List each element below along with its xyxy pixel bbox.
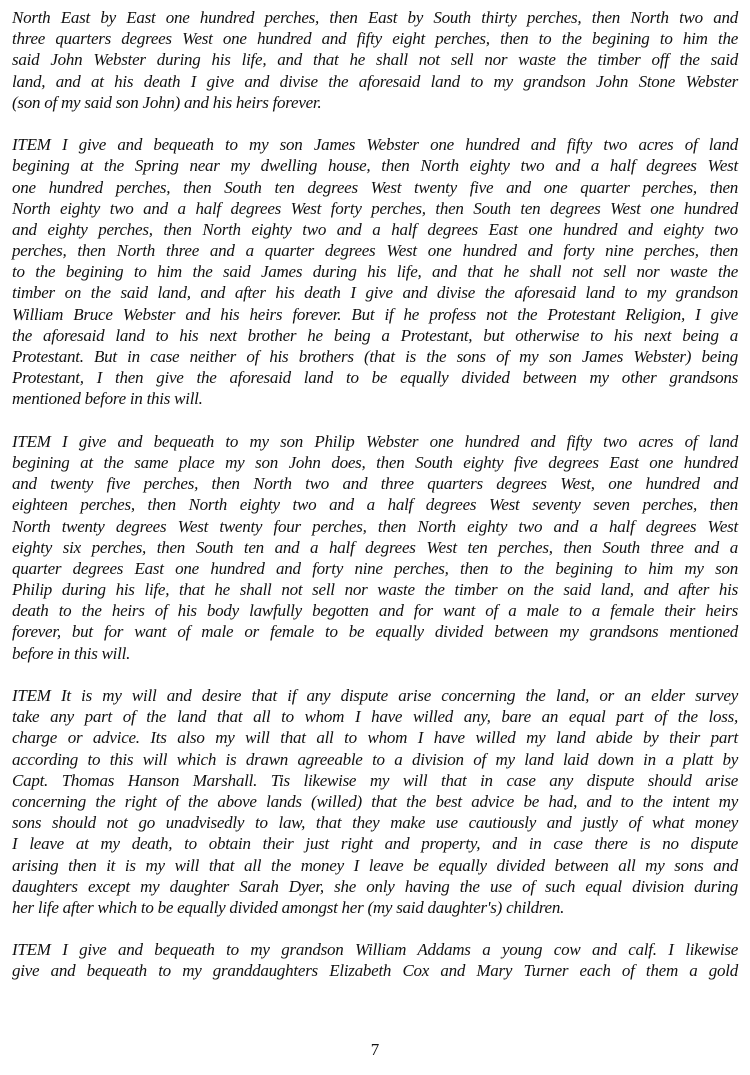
document-body [12,7,738,1003]
text-line: I leave at my death, to obtain their just right and property, and in case there is no dispute [12,834,738,854]
text-line: William Bruce Webster and his heirs forever. But if he profess not the Protestant Religion, I give [12,304,738,324]
text-line: and eighty perches, then North eighty two and a half degrees East one hundred and eighty two [12,219,738,239]
text-line: ITEM It is my will and desire that if any dispute arise concerning the land, or an elder survey [12,686,738,705]
text-line: Philip during his life, that he shall not sell nor waste the timber on the said land, and after his [12,580,738,600]
text-line: North twenty degrees West twenty four perches, then North eighty two and a half degrees West [12,516,738,536]
text-line: ITEM I give and bequeath to my grandson William Addams a young cow and calf. I likewise [12,940,738,960]
text-line: the aforesaid land to his next brother he being a Protestant, but otherwise to his next being a [12,325,738,345]
paragraph [12,134,738,409]
text-line: eighteen perches, then North eighty two and a half degrees West seventy seven perches, then [12,495,738,515]
text-line: ITEM I give and bequeath to my son James Webster one hundred and fifty two acres of land [12,135,738,155]
paragraph [12,939,738,981]
text-line: arising then it is my will that all the money I leave be equally divided between all my sons and [12,855,738,875]
text-line: her life after which to be equally divided amongst her (my said daughter's) children. [12,897,565,917]
text-line: take any part of the land that all to whom I have willed any, bare an equal part of the loss, [12,707,738,727]
text-line: timber on the said land, and after his death I give and divise the aforesaid land to my grandson [12,283,738,303]
text-line: death to the heirs of his body lawfully begotten and for want of a male to a female their heirs [12,601,738,621]
text-line: begining at the same place my son John does, then South eighty five degrees East one hundred [12,452,738,472]
text-line: eighty six perches, then South ten and a half degrees West ten perches, then South three and a [12,537,738,557]
text-line: give and bequeath to my granddaughters Elizabeth Cox and Mary Turner each of them a gold [12,961,738,981]
text-line: before in this will. [12,643,131,663]
text-line: Protestant. But in case neither of his brothers (that is the sons of my son James Webster) being [12,347,738,366]
text-line: one hundred perches, then South ten degrees West twenty five and one quarter perches, then [12,177,738,197]
text-line: perches, then North three and a quarter degrees West one hundred and forty nine perches, then [12,241,738,261]
text-line: concerning the right of the above lands (willed) that the best advice be had, and to the intent my [12,791,738,811]
text-line: said John Webster during his life, and that he shall not sell nor waste the timber off the said [12,50,738,70]
text-line: North eighty two and a half degrees West forty perches, then South ten degrees West one hundred [12,198,738,218]
text-line: begining at the Spring near my dwelling house, then North eighty two and a half degrees West [12,156,738,176]
text-line: three quarters degrees West one hundred and fifty eight perches, then to the begining to him the [12,29,738,49]
paragraph [12,685,738,918]
page-number: 7 [370,1040,380,1059]
text-line: land, and at his death I give and divise the aforesaid land to my grandson John Stone Webster [12,71,738,91]
text-line: quarter degrees East one hundred and forty nine perches, then to the begining to him my son [12,558,738,578]
text-line: charge or advice. Its also my will that all to whom I have willed my land abide by their part [12,728,738,748]
text-line: Capt. Thomas Hanson Marshall. Tis likewise my will that in case any dispute should arise [12,770,738,790]
text-line: mentioned before in this will. [12,389,203,409]
text-line: North East by East one hundred perches, then East by South thirty perches, then North two and [12,8,738,27]
text-line: Protestant, I then give the aforesaid land to be equally divided between my other grandsons [12,368,738,388]
text-line: to the begining to him the said James during his life, and that he shall not sell nor waste the [12,262,738,282]
paragraph [12,431,738,664]
text-line: and twenty five perches, then North two and three quarters degrees West, one hundred and [12,474,738,494]
text-line: daughters except my daughter Sarah Dyer, she only having the use of such equal division during [12,876,738,896]
text-line: sons should not go unadvisedly to law, that they make use cautiously and justly of what money [12,813,738,833]
text-line: (son of my said son John) and his heirs forever. [12,92,322,112]
text-line: according to this will which is drawn agreeable to a division of my land laid down in a platt by [12,749,738,769]
text-line: forever, but for want of male or female to be equally divided between my grandsons mentioned [12,622,738,642]
text-line: ITEM I give and bequeath to my son Philip Webster one hundred and fifty two acres of land [12,431,738,451]
paragraph [12,7,738,113]
